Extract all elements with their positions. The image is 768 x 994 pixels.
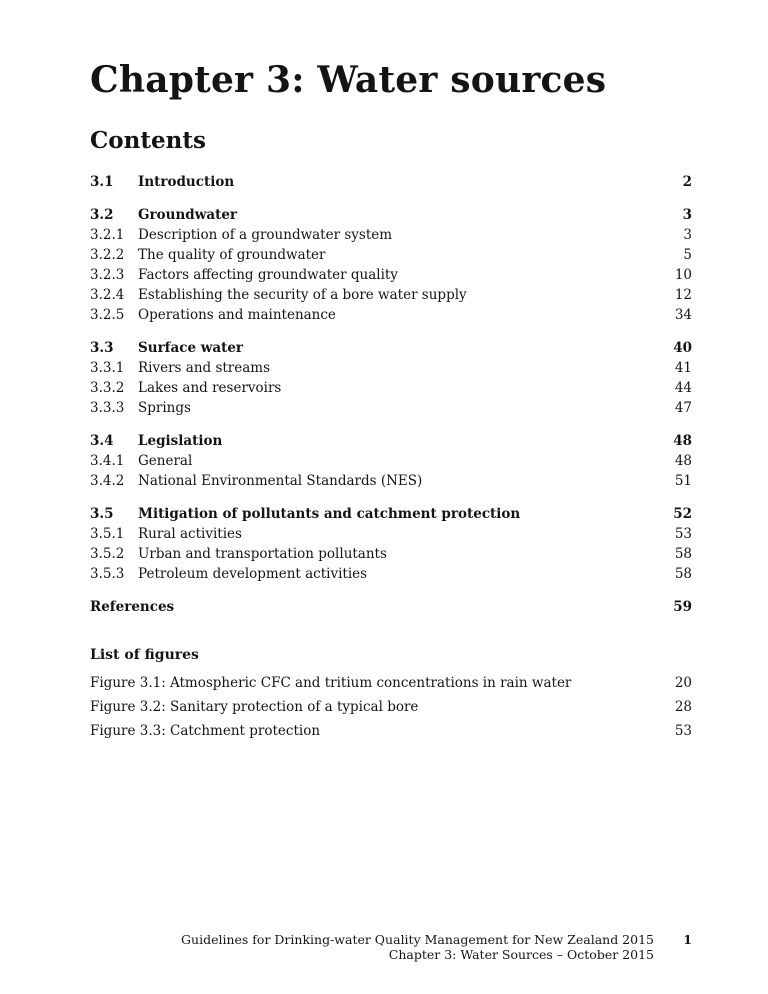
toc-label: Rivers and streams <box>138 360 271 377</box>
toc-number: 3.3.2 <box>90 380 125 397</box>
table-of-contents <box>90 172 692 617</box>
toc-number: 3.4.1 <box>90 453 125 470</box>
toc-entry <box>90 205 692 225</box>
toc-number: 3.5.1 <box>90 526 125 543</box>
toc-entry <box>90 245 692 265</box>
toc-label: References <box>90 599 175 616</box>
toc-number: 3.5.3 <box>90 566 125 583</box>
toc-page: 58 <box>674 546 692 563</box>
toc-entry <box>90 544 692 564</box>
toc-number: 3.3.1 <box>90 360 125 377</box>
toc-entry <box>90 305 692 325</box>
toc-page: 44 <box>674 380 692 397</box>
toc-number: 3.2 <box>90 207 114 224</box>
toc-entry <box>90 564 692 584</box>
toc-number: 3.2.2 <box>90 247 125 264</box>
figure-page: 28 <box>674 699 692 716</box>
page-footer <box>181 932 692 962</box>
figure-page: 53 <box>674 723 692 740</box>
toc-number: 3.5.2 <box>90 546 125 563</box>
figure-number: Figure 3.3: <box>90 723 166 740</box>
toc-label: Urban and transportation pollutants <box>138 546 387 563</box>
footer-line-2: Chapter 3: Water Sources – October 2015 <box>388 947 654 962</box>
toc-page: 53 <box>674 526 692 543</box>
toc-number: 3.3.3 <box>90 400 125 417</box>
toc-page: 2 <box>682 174 692 191</box>
toc-number: 3.4.2 <box>90 473 125 490</box>
list-of-figures-heading: List of figures <box>90 647 199 664</box>
figure-entry <box>90 671 692 695</box>
figure-page: 20 <box>674 675 692 692</box>
toc-page: 34 <box>674 307 692 324</box>
toc-label: General <box>138 453 193 470</box>
toc-entry-references <box>90 597 692 617</box>
toc-page: 47 <box>674 400 692 417</box>
toc-label: Legislation <box>138 433 223 450</box>
toc-page: 41 <box>674 360 692 377</box>
toc-page: 40 <box>673 340 692 357</box>
toc-page: 10 <box>674 267 692 284</box>
toc-number: 3.3 <box>90 340 114 357</box>
toc-page: 48 <box>674 453 692 470</box>
toc-label: Groundwater <box>138 207 238 224</box>
toc-entry <box>90 172 692 192</box>
figure-entry <box>90 719 692 743</box>
toc-entry <box>90 431 692 451</box>
toc-entry <box>90 338 692 358</box>
toc-entry <box>90 378 692 398</box>
toc-page: 12 <box>674 287 692 304</box>
toc-label: Petroleum development activities <box>138 566 368 583</box>
toc-page: 52 <box>673 506 692 523</box>
toc-label: The quality of groundwater <box>138 247 326 264</box>
figure-number: Figure 3.2: <box>90 699 166 716</box>
toc-number: 3.2.3 <box>90 267 125 284</box>
toc-label: Operations and maintenance <box>138 307 336 324</box>
toc-label: Factors affecting groundwater quality <box>138 267 398 284</box>
contents-heading: Contents <box>90 127 206 155</box>
toc-page: 3 <box>683 227 692 244</box>
toc-label: Introduction <box>138 174 235 191</box>
figure-number: Figure 3.1: <box>90 675 166 692</box>
toc-entry <box>90 285 692 305</box>
toc-entry <box>90 524 692 544</box>
toc-label: Springs <box>138 400 191 417</box>
toc-page: 59 <box>673 599 692 616</box>
figure-label: Sanitary protection of a typical bore <box>170 699 419 716</box>
footer-page-number: 1 <box>683 932 692 947</box>
footer-line-1: Guidelines for Drinking-water Quality Management for New Zealand 2015 <box>181 932 654 947</box>
toc-page: 5 <box>683 247 692 264</box>
footer-text <box>181 932 654 962</box>
toc-label: Mitigation of pollutants and catchment protection <box>138 506 521 523</box>
toc-entry <box>90 471 692 491</box>
toc-label: National Environmental Standards (NES) <box>138 473 423 490</box>
toc-number: 3.2.5 <box>90 307 125 324</box>
toc-number: 3.2.4 <box>90 287 125 304</box>
toc-label: Description of a groundwater system <box>138 227 393 244</box>
figure-label: Atmospheric CFC and tritium concentrations in rain water <box>170 675 572 692</box>
toc-entry <box>90 451 692 471</box>
chapter-title: Chapter 3: Water sources <box>90 59 607 101</box>
toc-entry <box>90 358 692 378</box>
figure-entry <box>90 695 692 719</box>
toc-page: 48 <box>673 433 692 450</box>
toc-page: 51 <box>674 473 692 490</box>
toc-page: 3 <box>682 207 692 224</box>
list-of-figures <box>90 671 692 743</box>
toc-page: 58 <box>674 566 692 583</box>
toc-entry <box>90 225 692 245</box>
toc-label: Surface water <box>138 340 244 357</box>
toc-label: Lakes and reservoirs <box>138 380 282 397</box>
figure-label: Catchment protection <box>170 723 321 740</box>
toc-entry <box>90 265 692 285</box>
toc-number: 3.2.1 <box>90 227 125 244</box>
toc-entry <box>90 398 692 418</box>
toc-number: 3.5 <box>90 506 114 523</box>
toc-number: 3.4 <box>90 433 114 450</box>
toc-entry <box>90 504 692 524</box>
toc-number: 3.1 <box>90 174 114 191</box>
toc-label: Rural activities <box>138 526 242 543</box>
toc-label: Establishing the security of a bore water supply <box>138 287 467 304</box>
